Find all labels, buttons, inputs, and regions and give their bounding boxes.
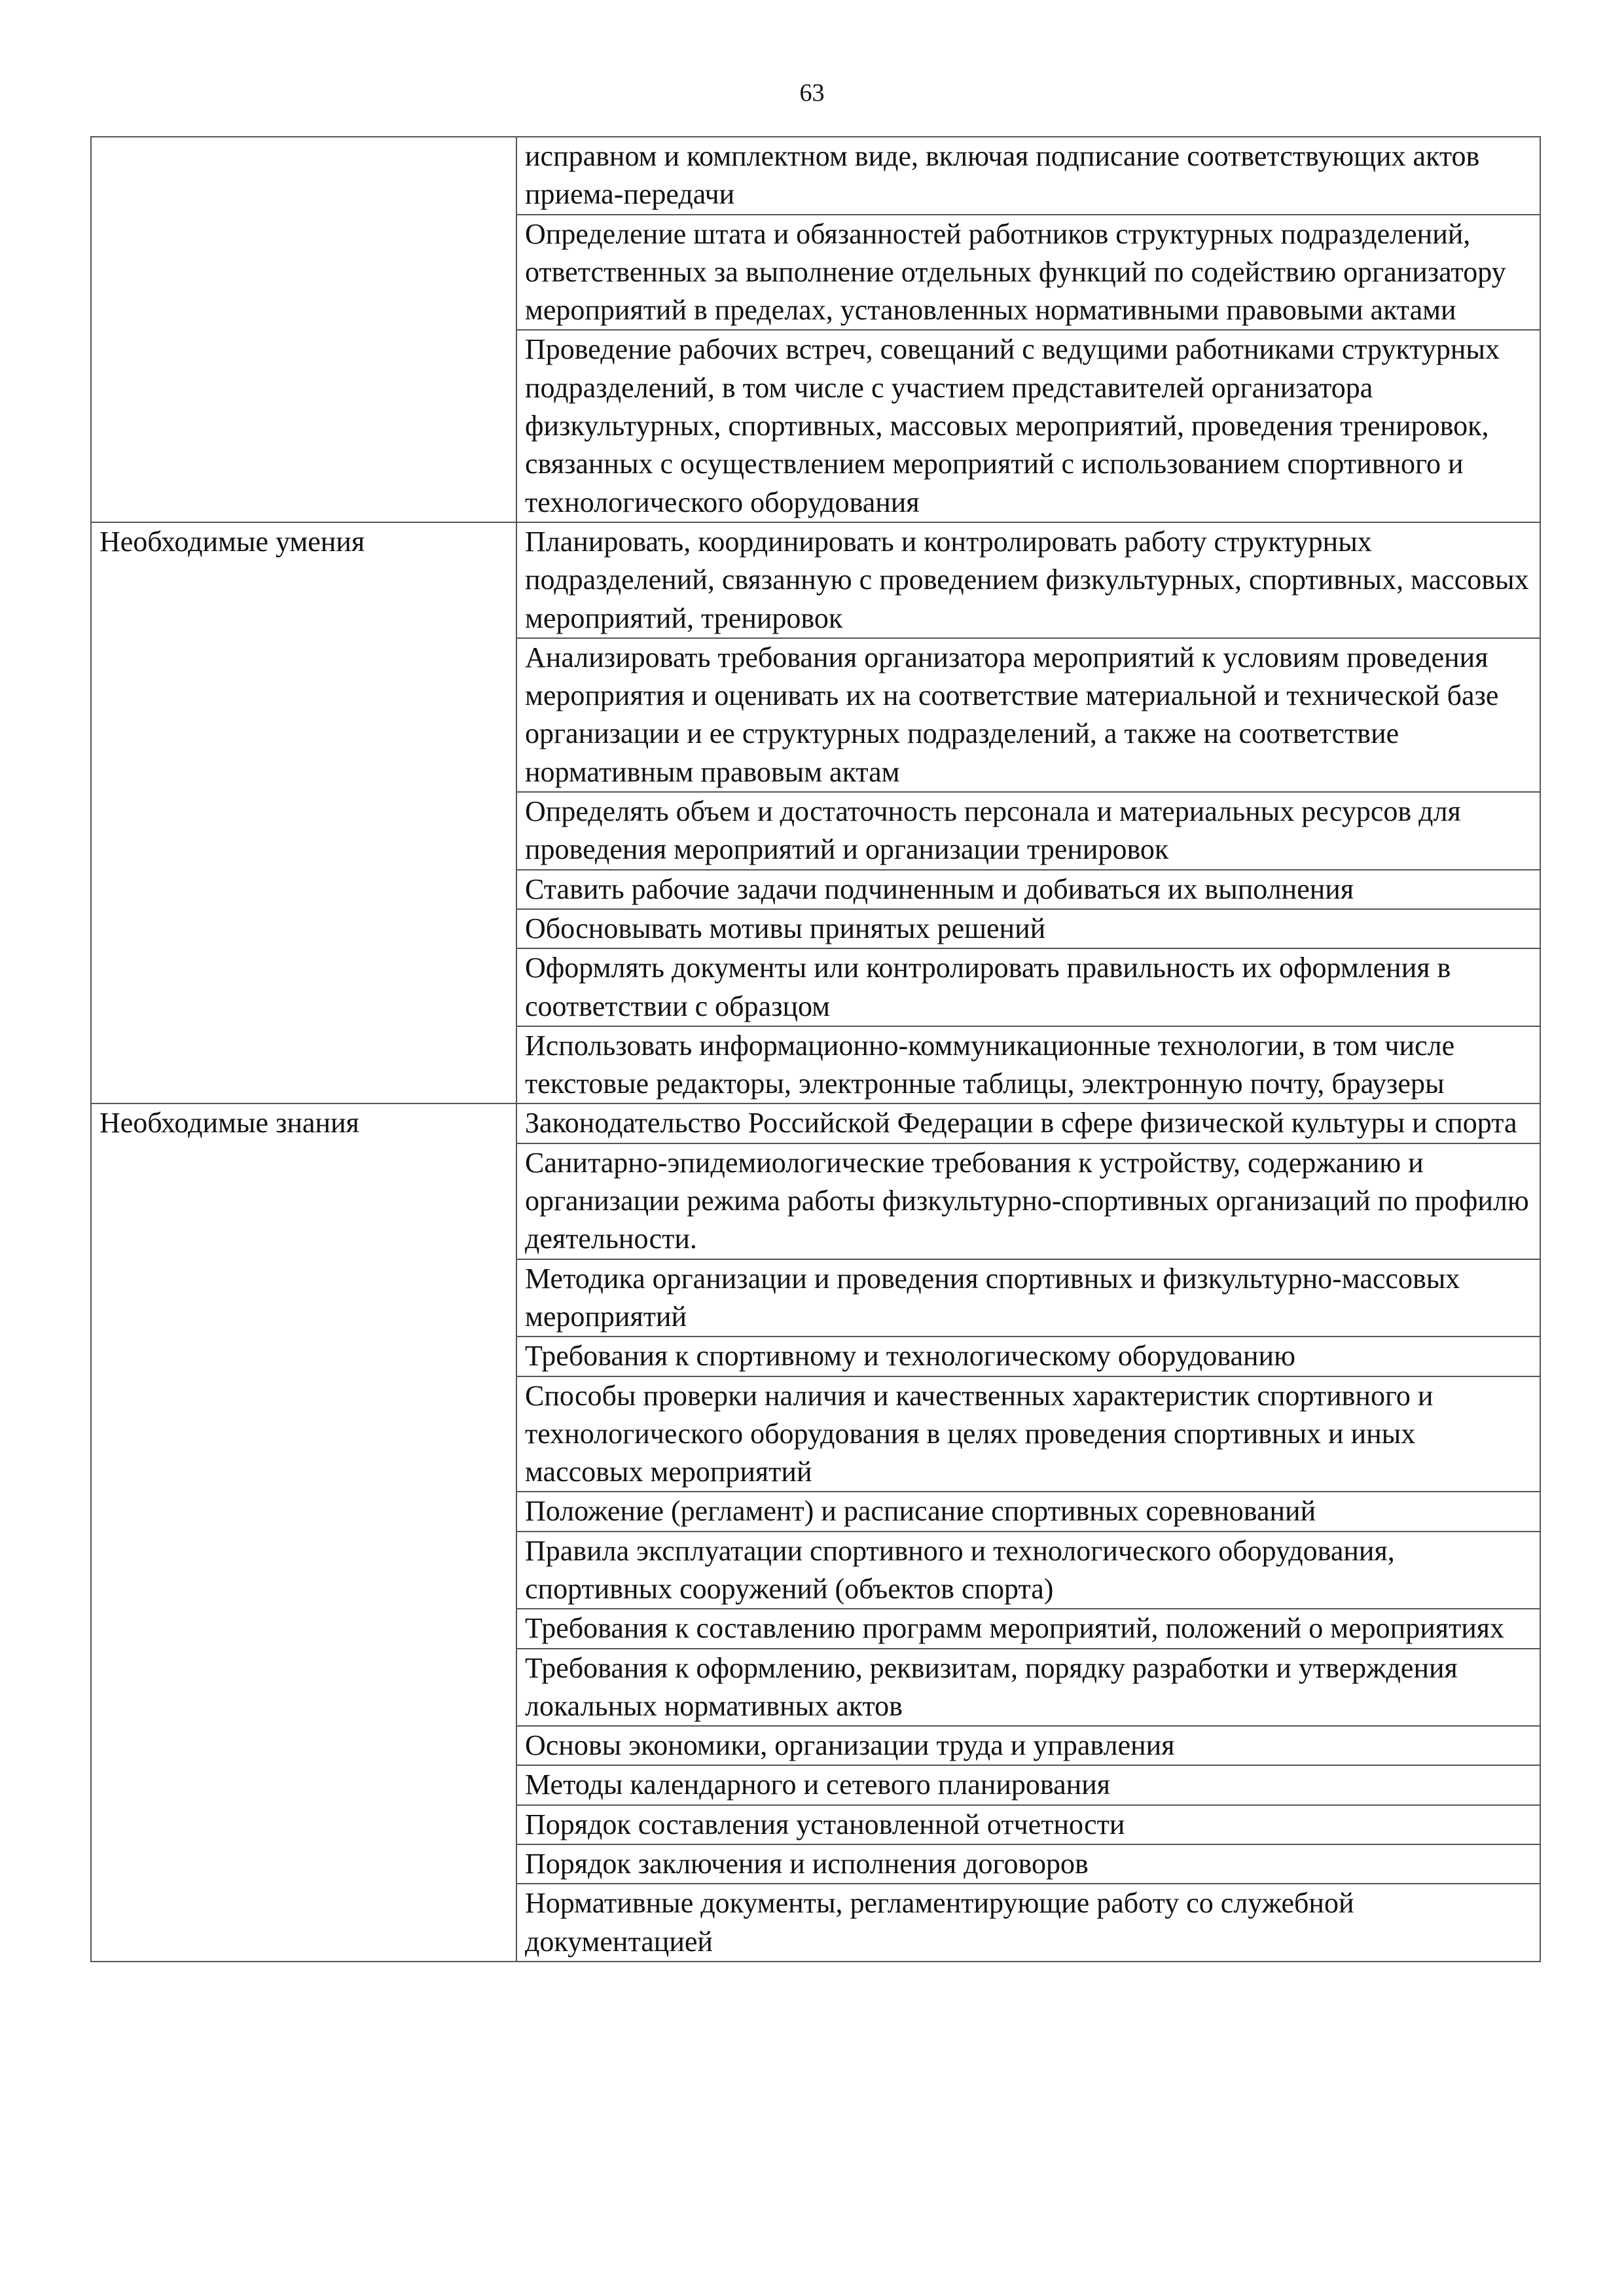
section-label: Необходимые умения <box>99 525 365 558</box>
item-cell <box>516 948 1540 1026</box>
table-row <box>91 137 1540 215</box>
item-cell <box>516 638 1540 792</box>
item-cell <box>516 909 1540 948</box>
requirement-text: Правила эксплуатации спортивного и технологического оборудования, спортивных сооружений (объектов спорта) <box>525 1534 1395 1605</box>
requirement-text: Требования к составлению программ мероприятий, положений о мероприятиях <box>525 1612 1505 1645</box>
requirement-text: Планировать, координировать и контролировать работу структурных подразделений, связанную с проведением физкультурных, спортивных, массовых мероприятий, тренировок <box>525 525 1529 634</box>
item-cell <box>516 1805 1540 1844</box>
item-cell <box>516 1609 1540 1648</box>
requirement-text: исправном и комплектном виде, включая подписание соответствующих актов приема-передачи <box>525 140 1480 211</box>
item-cell <box>516 1259 1540 1337</box>
item-cell <box>516 1376 1540 1492</box>
requirement-text: Основы экономики, организации труда и управления <box>525 1729 1175 1762</box>
table-row <box>91 1103 1540 1143</box>
item-cell <box>516 1649 1540 1727</box>
requirement-text: Оформлять документы или контролировать правильность их оформления в соответствии с образцом <box>525 952 1451 1022</box>
item-cell <box>516 1844 1540 1884</box>
requirement-text: Анализировать требования организатора мероприятий к условиям проведения мероприятия и оценивать их на соответствие материальной и технической базе организации и ее структурных подразделений, а также на соответствие нормативным правовым актам <box>525 641 1499 788</box>
requirement-text: Определение штата и обязанностей работников структурных подразделений, ответственных за выполнение отдельных функций по содействию организатору мероприятий в пределах, установленных нормативными правовыми актами <box>525 217 1506 327</box>
item-cell <box>516 1026 1540 1104</box>
item-cell <box>516 215 1540 331</box>
requirement-text: Нормативные документы, регламентирующие работу со служебной документацией <box>525 1887 1354 1958</box>
requirement-text: Проведение рабочих встреч, совещаний с ведущими работниками структурных подразделений, в том числе с участием представителей организатора физкультурных, спортивных, массовых мероприятий, проведения тренировок, связанных с осуществлением мероприятий с использованием спортивного и технологического оборудования <box>525 333 1500 518</box>
item-cell <box>516 870 1540 909</box>
item-cell <box>516 1103 1540 1143</box>
table-row <box>91 522 1540 638</box>
section-label-cell <box>91 1103 516 1962</box>
requirement-text: Требования к спортивному и технологическому оборудованию <box>525 1340 1295 1372</box>
page-number: 63 <box>799 79 825 107</box>
item-cell <box>516 1765 1540 1804</box>
requirement-text: Методика организации и проведения спортивных и физкультурно-массовых мероприятий <box>525 1262 1460 1333</box>
requirements-table-body <box>91 137 1540 1962</box>
requirement-text: Обосновывать мотивы принятых решений <box>525 912 1046 944</box>
item-cell <box>516 1532 1540 1609</box>
item-cell <box>516 792 1540 870</box>
requirement-text: Использовать информационно-коммуникационные технологии, в том числе текстовые редакторы, электронные таблицы, электронную почту, браузеры <box>525 1029 1455 1100</box>
item-cell <box>516 1492 1540 1531</box>
requirements-table <box>90 136 1541 1962</box>
item-cell <box>516 1726 1540 1765</box>
requirement-text: Требования к оформлению, реквизитам, порядку разработки и утверждения локальных нормативных актов <box>525 1651 1458 1722</box>
requirement-text: Порядок заключения и исполнения договоров <box>525 1848 1089 1880</box>
section-label-cell <box>91 137 516 522</box>
requirement-text: Определять объем и достаточность персонала и материальных ресурсов для проведения мероприятий и организации тренировок <box>525 795 1461 866</box>
item-cell <box>516 1884 1540 1962</box>
section-label: Необходимые знания <box>99 1107 359 1139</box>
item-cell <box>516 137 1540 215</box>
requirement-text: Санитарно-эпидемиологические требования к устройству, содержанию и организации режима работы физкультурно-спортивных организаций по профилю деятельности. <box>525 1146 1529 1255</box>
requirement-text: Способы проверки наличия и качественных характеристик спортивного и технологического оборудования в целях проведения спортивных и иных массовых мероприятий <box>525 1379 1434 1488</box>
section-label-cell <box>91 522 516 1103</box>
requirement-text: Ставить рабочие задачи подчиненным и добиваться их выполнения <box>525 872 1354 905</box>
item-cell <box>516 522 1540 638</box>
item-cell <box>516 330 1540 522</box>
item-cell <box>516 1336 1540 1376</box>
requirement-text: Положение (регламент) и расписание спортивных соревнований <box>525 1495 1316 1528</box>
item-cell <box>516 1143 1540 1259</box>
requirement-text: Законодательство Российской Федерации в сфере физической культуры и спорта <box>525 1107 1517 1139</box>
requirement-text: Порядок составления установленной отчетности <box>525 1808 1125 1840</box>
requirement-text: Методы календарного и сетевого планирования <box>525 1768 1110 1801</box>
